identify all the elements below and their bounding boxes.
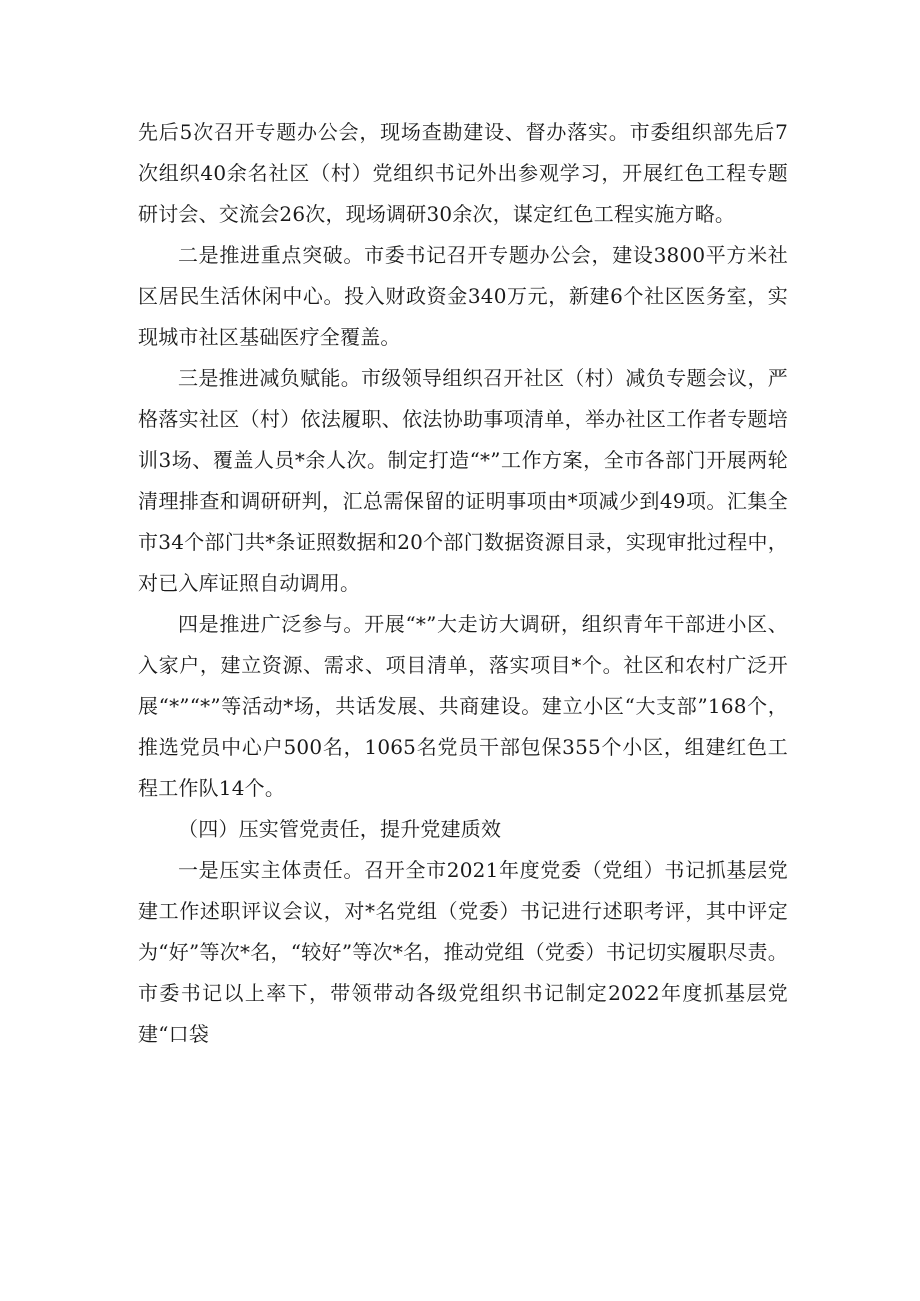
paragraph-main-responsibility: 一是压实主体责任。召开全市2021年度党委（党组）书记抓基层党建工作述职评议会议，对*名党组（党委）书记进行述职考评，其中评定为“好”等次*名，“较好”等次*名，推动党组（党委）书记切实履职尽责。市委书记以上率下，带领带动各级党组织书记制定2022年度抓基层党建“口袋 — [138, 858, 788, 1046]
paragraph-continued: 先后5次召开专题办公会，现场查勘建设、督办落实。市委组织部先后7次组织40余名社区（村）党组织书记外出参观学习，开展红色工程专题研讨会、交流会26次，现场调研30余次，谋定红色工程实施方略。 — [138, 120, 788, 226]
paragraph-burden-reduction: 三是推进减负赋能。市级领导组织召开社区（村）减负专题会议，严格落实社区（村）依法履职、依法协助事项清单，举办社区工作者专题培训3场、覆盖人员*余人次。制定打造“*”工作方案，全市各部门开展两轮清理排查和调研研判，汇总需保留的证明事项由*项减少到49项。汇集全市34个部门共*条证照数据和20个部门数据资源目录，实现审批过程中，对已入库证照自动调用。 — [138, 366, 788, 595]
paragraph-broad-participation: 四是推进广泛参与。开展“*”大走访大调研，组织青年干部进小区、入家户，建立资源、需求、项目清单，落实项目*个。社区和农村广泛开展“*”“*”等活动*场，共话发展、共商建设。建立小区“大支部”168个，推选党员中心户500名，1065名党员干部包保355个小区，组建红色工程工作队14个。 — [138, 612, 788, 800]
document-body — [138, 112, 788, 1055]
paragraph-key-breakthrough: 二是推进重点突破。市委书记召开专题办公会，建设3800平方米社区居民生活休闲中心。投入财政资金340万元，新建6个社区医务室，实现城市社区基础医疗全覆盖。 — [138, 243, 788, 349]
section-heading: （四）压实管党责任，提升党建质效 — [178, 817, 502, 841]
